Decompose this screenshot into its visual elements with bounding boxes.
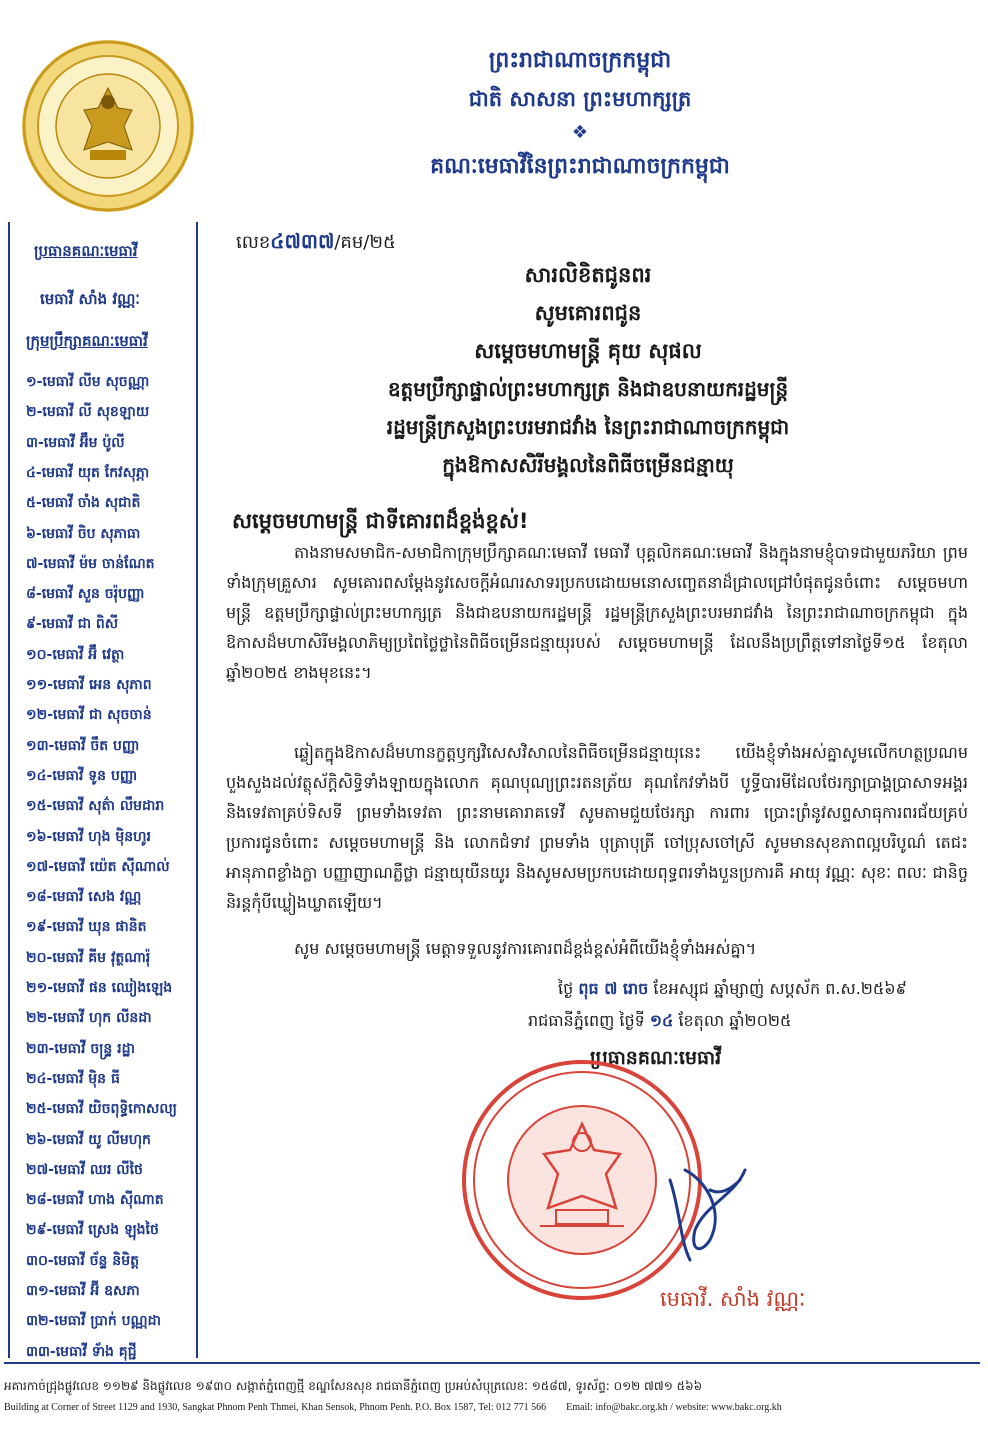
board-member-item: ១១-មេធាវី អេន សុភាព <box>26 677 152 693</box>
board-member-item: ៧-មេធាវី ម៉ម ចាន់ណែត <box>26 555 155 572</box>
ref-handwritten-number: ៤៧៣៧ <box>270 229 335 253</box>
board-member-item: ២-មេធាវី លី សុខឡាយ <box>26 404 150 421</box>
board-member-item: ៨-មេធាវី សួន ចរ៉ុបញ្ញា <box>26 586 145 603</box>
board-member-item: ៣១-មេធាវី អ៊ី ឧសភា <box>26 1283 140 1299</box>
president-name: មេធាវី សាំង វណ្ណៈ <box>40 290 140 308</box>
solar-day-handwritten: ១៤ <box>649 1011 674 1030</box>
board-member-item: ៦-មេធាវី ចិប សុភាធា <box>26 525 141 542</box>
board-member-item: ១៩-មេធាវី ឃុន ផានិត <box>26 919 147 936</box>
board-member-item: ២០-មេធាវី គីម វុត្ថណារ៉ុ <box>26 949 151 966</box>
handwritten-signature <box>650 1150 760 1270</box>
lunar-date <box>558 978 907 1002</box>
paragraph-2: ឆ្លៀតក្នុងឱកាសដ៏មហានក្ខត្តឫក្សវិសេសវិសាលនៃពិធីចម្រើនជន្មាយុនេះ យើងខ្ញុំទាំងអស់គ្នាសូមលើកហត្ថប្រណមបួងសួងដល់វត្ថុស័ក្ដិសិទ្ធិទាំងឡាយក្នុងលោក គុណបុណ្យព្រះរតនត្រ័យ គុណកែវទាំងបី បូទ្ធីបារមីដែលថែរក្សាប្រាង្គប្រាសាទអង្គរ និងទេវតាគ្រប់ទិសទី ព្រមទាំងទេវតា ព្រះនាមគោរាគទេវី សូមតាមជួយថែរក្សា ការពារ ប្រោះព្រំនូវសព្ទសាធុការពរជ័យគ្រប់ប្រការជូនចំពោះ សម្ដេចមហាមន្ត្រី និង លោកជំទាវ ព្រមទាំង បុត្រាបុត្រី ចៅប្រុសចៅស្រី សូមមានសុខភាពល្អបរិបូណ៌ តេជះអានុភាពខ្លាំងក្លា បញ្ញាញាណភ្លឺថ្លា ជន្មាយុយឺនយូរ និងសូមសមប្រកបដោយពុទ្ធពរទាំងបួនប្រការគឺ អាយុ វណ្ណៈ សុខៈ ពលៈ ជានិច្ចនិរន្តកុំបីឃ្លៀងឃ្លាតឡើយ។ <box>226 743 968 912</box>
board-sidebar <box>8 222 198 1358</box>
paragraph-3: សូម សម្ដេចមហាមន្ត្រី មេត្តាទទួលនូវការគោរពដ៏ខ្ពង់ខ្ពស់អំពីយើងខ្ញុំទាំងអស់គ្នា។ <box>294 939 757 958</box>
board-member-item: ២៥-មេធាវី យិចពុទ្ធិកោសល្យ <box>26 1101 177 1118</box>
board-member-item: ១-មេធាវី លីម សុចណ្ណា <box>26 374 150 390</box>
ornament-icon: ❖ <box>571 122 589 143</box>
letter-title: សារលិខិតជូនពរ <box>524 263 652 287</box>
board-member-item: ១៧-មេធាវី យ៉េត ស៊ីណាល់ <box>26 858 170 875</box>
kingdom-heading: ព្រះរាជាណាចក្រកម្ពុជា <box>488 48 672 73</box>
board-member-item: ២៩-មេធាវី ស្រេង ឡុងថៃ <box>26 1222 159 1239</box>
recipient-role-1: ឧត្តមប្រឹក្សាផ្ទាល់ព្រះមហាក្សត្រ និងជាឧបនាយករដ្ឋមន្ត្រី <box>387 377 789 401</box>
footer-contact: Email: info@bakc.org.kh / website: www.bakc.org.kh <box>566 1402 782 1413</box>
board-member-item: ៣០-មេធាវី ច័ន្ទ និមិត្ត <box>26 1252 139 1269</box>
board-member-item: ៣-មេធាវី អ៊ឹម ប៉ូលី <box>26 434 125 451</box>
solar-rest: ខែតុលា ឆ្នាំ២០២៥ <box>678 1011 792 1030</box>
board-member-item: ៩-មេធាវី ជា ពិសី <box>26 616 119 633</box>
board-member-item: ១៨-មេធាវី សេង វណ្ណ <box>26 889 142 906</box>
signatory-name: មេធាវី. សាំង វណ្ណៈ <box>660 1287 806 1311</box>
board-member-item: ២៤-មេធាវី ម៉ិន ធី <box>26 1070 120 1087</box>
board-member-item: ៣៣-មេធាវី ទ័ាង គុជ្ជី <box>26 1343 137 1360</box>
recipient-name: សម្ដេចមហាមន្ត្រី គុយ សុផល <box>474 339 702 363</box>
board-title: ក្រុមប្រឹក្សាគណៈមេធាវី <box>26 332 148 350</box>
board-member-item: ១០-មេធាវី អ៊ឹ វេត្ថា <box>26 646 125 663</box>
ref-prefix: លេខ <box>236 232 271 253</box>
solar-date <box>528 1010 791 1034</box>
paragraph-1: តាងនាមសមាជិក-សមាជិកាក្រុមប្រឹក្សាគណៈមេធាវី មេធាវី បុគ្គលិកគណៈមេធាវី និងក្នុងនាមខ្ញុំបាទជាមួយភរិយា ព្រមទាំងក្រុមគ្រួសារ សូមគោរពសម្ដែងនូវសេចក្ដីអំណរសាទរប្រកបដោយមនោសញ្ចេតនាដ៏ជ្រាលជ្រៅបំផុតជូនចំពោះ សម្ដេចមហាមន្ត្រី ឧត្តមប្រឹក្សាផ្ទាល់ព្រះមហាក្សត្រ និងជាឧបនាយករដ្ឋមន្ត្រី រដ្ឋមន្ត្រីក្រសួងព្រះបរមរាជវាំង នៃព្រះរាជាណាចក្រកម្ពុជា ក្នុងឱកាសដ៏មហាសិរីមង្គលាភិម្យប្រពៃថ្លៃថ្លានៃពិធីចម្រើនជន្មាយុរបស់ សម្ដេចមហាមន្ត្រី ដែលនឹងប្រព្រឹត្តទៅនាថ្ងៃទី១៥ ខែតុលា ឆ្នាំ២០២៥ ខាងមុខនេះ។ <box>226 543 968 682</box>
salutation: សម្ដេចមហាមន្ត្រី ជាទីគោរពដ៏ខ្ពង់ខ្ពស់! <box>232 509 529 533</box>
solar-prefix: រាជធានីភ្នំពេញ ថ្ងៃទី <box>528 1011 645 1030</box>
president-title: ប្រធានគណៈមេធាវី <box>34 242 138 260</box>
board-member-item: ៤-មេធាវី យុត កែវសុភ្ភា <box>26 464 150 481</box>
council-heading: គណៈមេធាវីនៃព្រះរាជាណាចក្រកម្ពុជា <box>430 154 730 179</box>
board-member-item: ៣២-មេធាវី ប្រាក់ បណ្ណដា <box>26 1313 161 1330</box>
recipient-role-2: រដ្ឋមន្ត្រីក្រសួងព្រះបរមរាជវាំង នៃព្រះរាជាណាចក្រកម្ពុជា <box>386 415 790 439</box>
board-member-item: ១២-មេធាវី ជា សុចចាន់ <box>26 707 152 724</box>
board-member-item: ៥-មេធាវី ចាំង សុជាតិ <box>26 495 141 512</box>
board-member-item: ២២-មេធាវី ហុក លីនដា <box>26 1010 152 1027</box>
occasion-line: ក្នុងឱកាសសិរីមង្គលនៃពិធីចម្រើនជន្មាយុ <box>442 453 734 477</box>
signatory-role: ប្រធានគណៈមេធាវី <box>590 1047 722 1069</box>
footer-address-khmer: អគារកាច់ជ្រុងផ្លូវលេខ ១១២៩ និងផ្លូវលេខ ១៩៣០ សង្កាត់ភ្នំពេញថ្មី ខណ្ឌសែនសុខ រាជធានីភ្នំពេញ ប្រអប់សំបុត្រលេខៈ ១៥៨៧, ទូរស័ព្ទ: ០១២ ៧៧១ ៥៦៦ <box>4 1379 703 1393</box>
letter-subtitle: សូមគោរពជូន <box>534 301 642 325</box>
footer-address-english <box>4 1402 782 1413</box>
board-member-item: ១៦-មេធាវី ហុង ម៉ិនហូរ <box>26 828 151 845</box>
board-member-item: ២៨-មេធាវី ហាង ស៊ីណាត <box>26 1192 164 1209</box>
lunar-day-handwritten: ពុធ ៧ រោច <box>578 979 649 998</box>
lunar-prefix: ថ្ងៃ <box>558 979 574 998</box>
ref-suffix: /គម/២៥ <box>334 232 396 253</box>
lunar-rest: ខែអស្សុជ ឆ្នាំម្សាញ់ សប្ដស័ក ព.ស.២៥៦៩ <box>653 979 907 998</box>
board-member-item: ២១-មេធាវី ផន ឈៀងឡេង <box>26 980 173 996</box>
footer-divider <box>4 1362 980 1364</box>
board-member-item: ១៤-មេធាវី ទូន បញ្ញា <box>26 767 138 784</box>
national-motto: ជាតិ សាសនា ព្រះមហាក្សត្រ <box>468 87 692 111</box>
board-member-item: ២៦-មេធាវី យូ លីមហុក <box>26 1131 151 1148</box>
reference-number <box>236 228 396 258</box>
board-member-item: ២៧-មេធាវី ឈរ លីថៃ <box>26 1161 143 1178</box>
board-member-item: ១៥-មេធាវី សុត៌ា លឹមដារា <box>26 798 165 815</box>
board-member-item: ២៣-មេធាវី ចន្ទ្រ រដ្ឋា <box>26 1040 135 1057</box>
bar-association-seal <box>20 38 196 214</box>
footer-address-en: Building at Corner of Street 1129 and 1930, Sangkat Phnom Penh Thmei, Khan Sensok, Phnom Penh. P.O. Box 1587, Tel: 012 771 566 <box>4 1402 547 1413</box>
board-member-item: ១៣-មេធាវី ចឹត បញ្ញា <box>26 737 140 754</box>
